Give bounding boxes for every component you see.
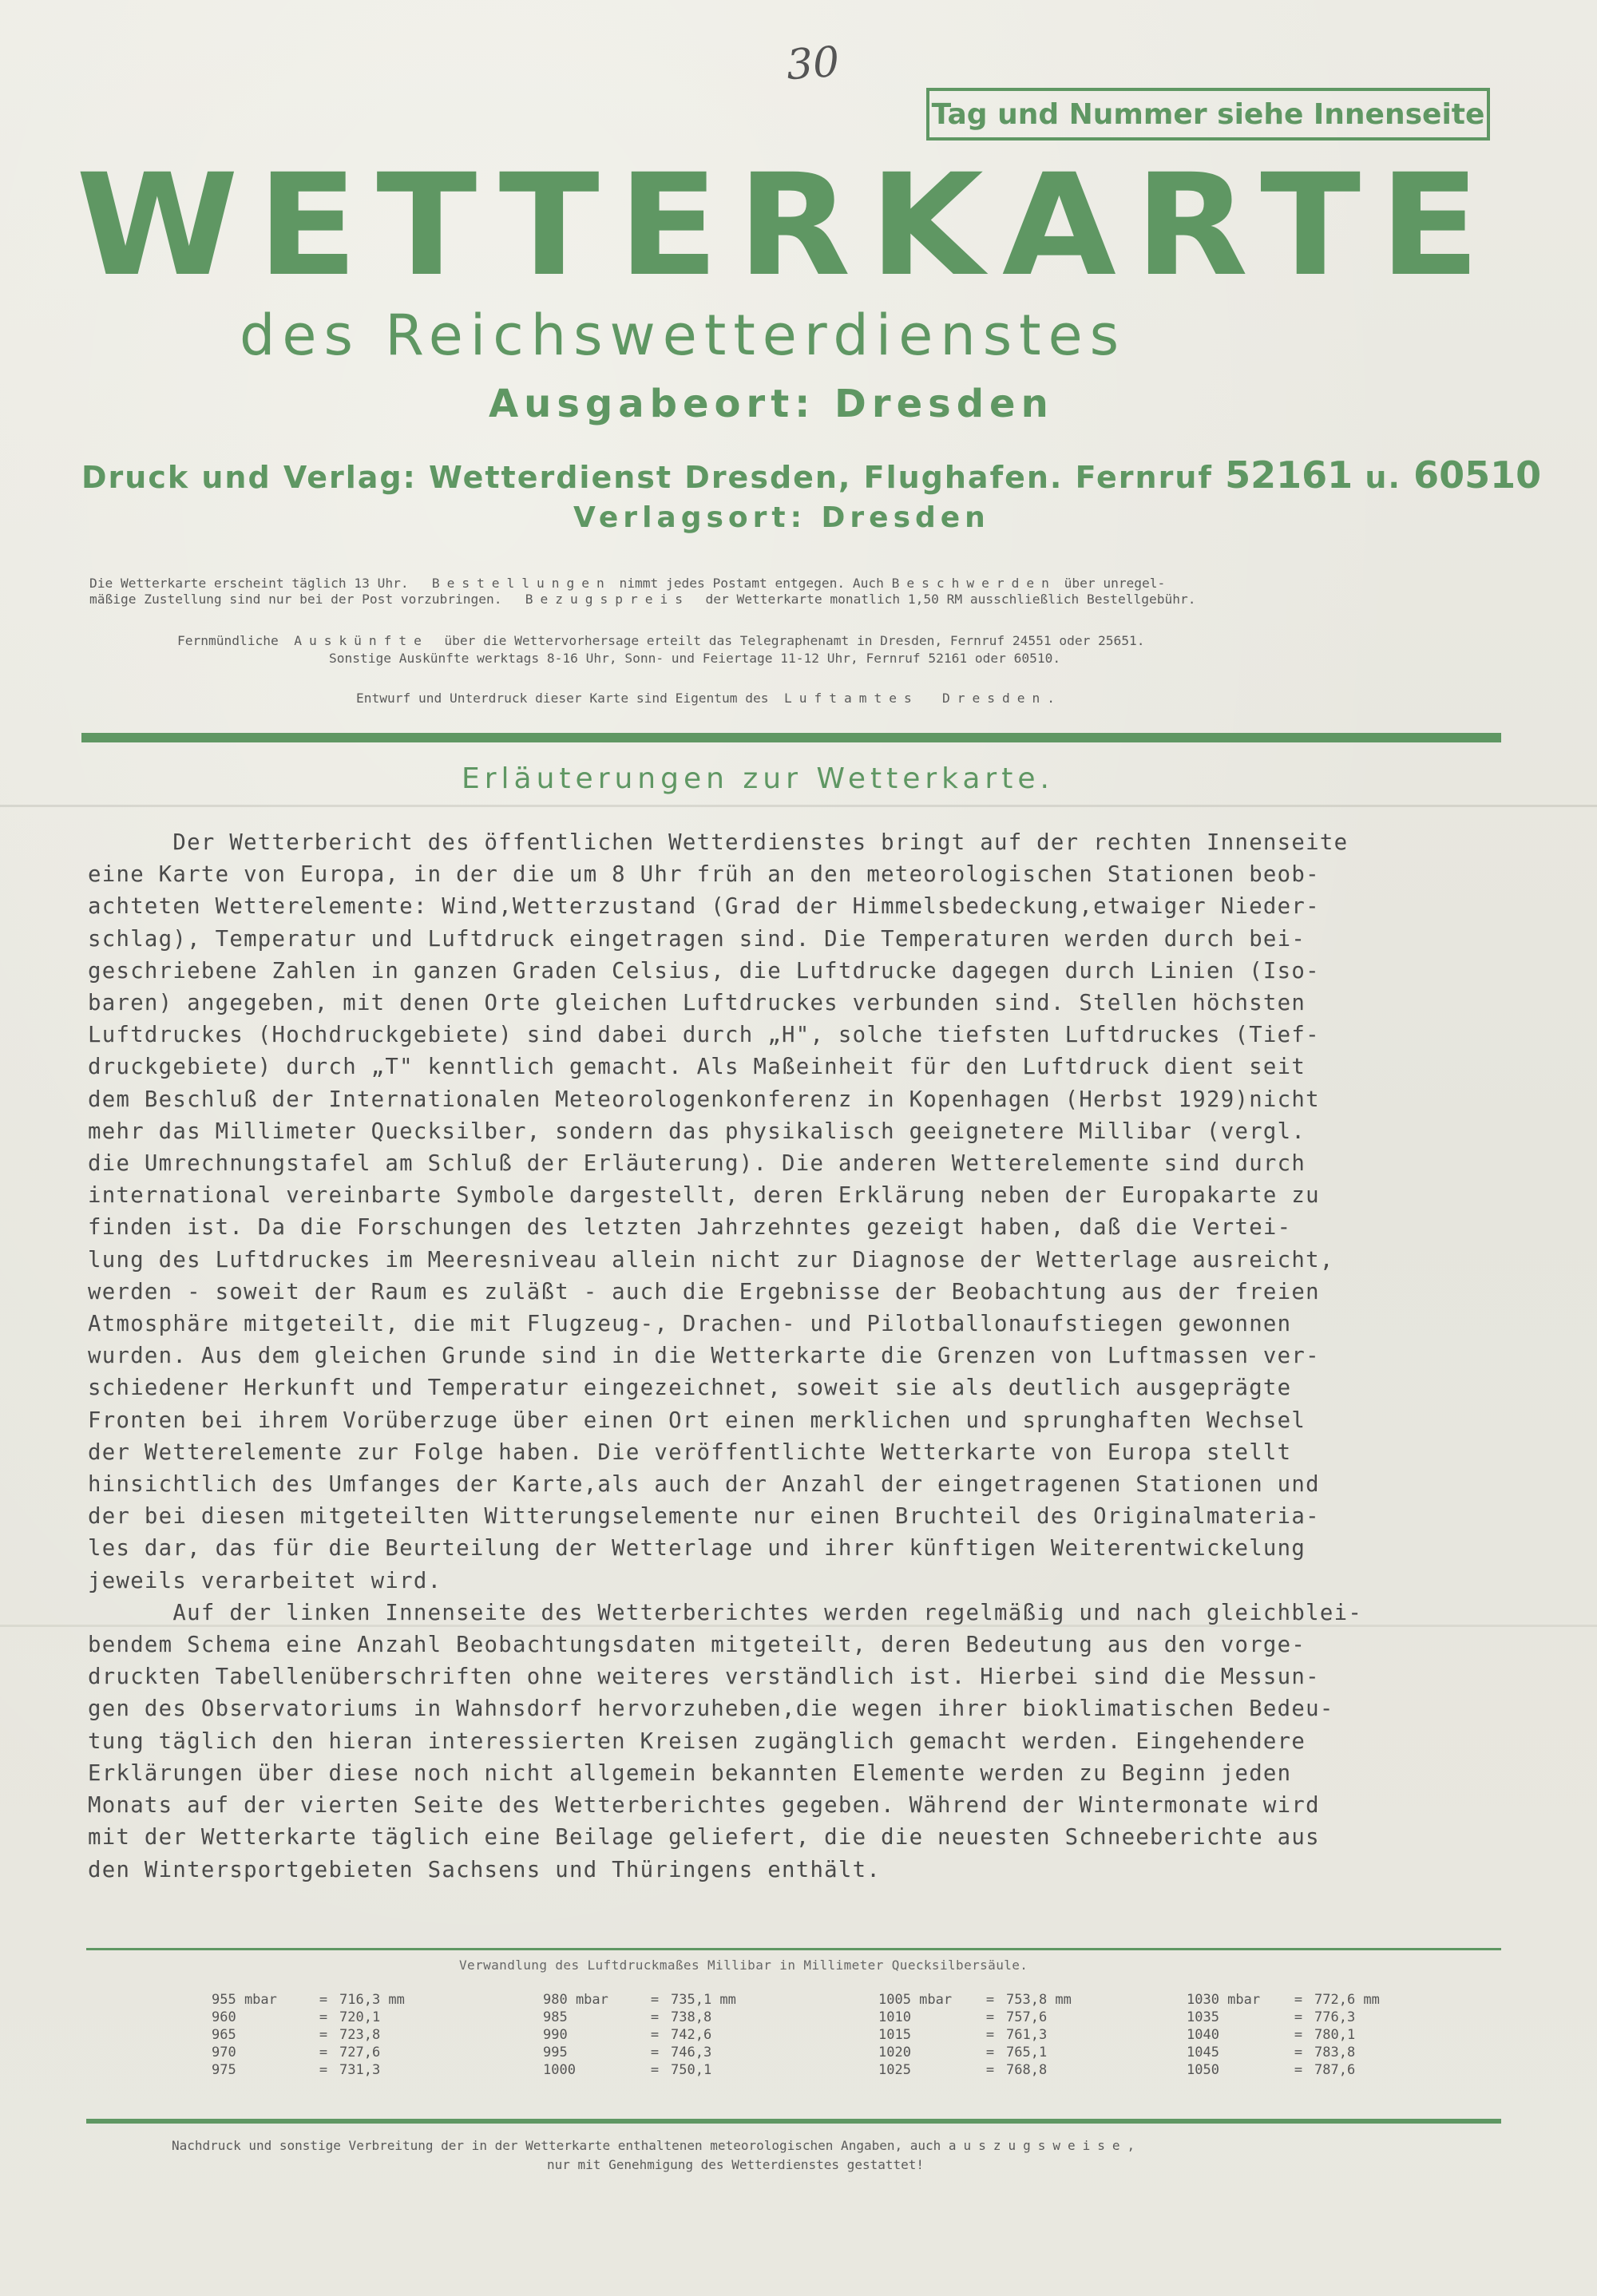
mm-value: 716,3 mm	[339, 1992, 405, 2008]
conversion-row	[212, 2061, 405, 2079]
equals-sign: =	[650, 2027, 660, 2043]
conversion-column	[1187, 1991, 1380, 2079]
phone-conjunction: u.	[1365, 460, 1401, 495]
ausgabeort: Ausgabeort: Dresden	[489, 382, 1054, 426]
mbar-value: 980 mbar	[543, 1992, 608, 2008]
conversion-row	[1187, 2061, 1380, 2079]
table-top-rule	[86, 1948, 1501, 1950]
mm-value: 768,8	[1006, 2062, 1048, 2078]
body-line: schlag), Temperatur und Luftdruck eingetragen sind. Die Temperaturen werden durch bei-	[88, 926, 1306, 952]
body-line: Luftdruckes (Hochdruckgebiete) sind dabei durch „H", solche tiefsten Luftdruckes (Tief-	[88, 1023, 1320, 1048]
verlagsort: Verlagsort: Dresden	[573, 501, 990, 534]
explanation-text	[88, 827, 1517, 1886]
body-line: finden ist. Da die Forschungen des letzten Jahrzehntes gezeigt haben, daß die Vertei-	[88, 1215, 1292, 1241]
body-line: werden - soweit der Raum es zuläßt - auch die Ergebnisse der Beobachtung aus der freien	[88, 1279, 1320, 1304]
conversion-column	[878, 1991, 1072, 2079]
body-line: bendem Schema eine Anzahl Beobachtungsdaten mitgeteilt, deren Bedeutung aus den vorge-	[88, 1633, 1306, 1658]
equals-sign: =	[650, 1992, 660, 2008]
conversion-row	[212, 1991, 405, 2009]
conversion-row	[1187, 1991, 1380, 2009]
body-line: druckten Tabellenüberschriften ohne weiteres verständlich ist. Hierbei sind die Messun-	[88, 1665, 1320, 1690]
body-line: mehr das Millimeter Quecksilber, sondern das physikalisch geeignetere Millibar (vergl.	[88, 1118, 1306, 1144]
conversion-row	[543, 2009, 736, 2026]
box-note-text: Tag und Nummer siehe Innenseite	[931, 97, 1485, 131]
body-line: eine Karte von Europa, in der die um 8 Uhr früh an den meteorologischen Stationen beob-	[88, 862, 1320, 888]
conversion-table-title: Verwandlung des Luftdruckmaßes Millibar in Millimeter Quecksilbersäule.	[459, 1958, 1028, 1973]
equals-sign: =	[985, 2027, 995, 2043]
footer-line-1-spaced: auszugsweise,	[948, 2138, 1143, 2153]
paper-fold	[0, 805, 1597, 807]
mbar-value: 1025	[878, 2062, 911, 2078]
equals-sign: =	[319, 2009, 328, 2025]
equals-sign: =	[319, 2045, 328, 2060]
publisher-line	[81, 453, 1542, 497]
mm-value: 787,6	[1314, 2062, 1356, 2078]
body-line: geschriebene Zahlen in ganzen Graden Celsius, die Luftdrucke dagegen durch Linien (Iso-	[88, 958, 1320, 984]
conversion-column	[543, 1991, 736, 2079]
body-line: baren) angegeben, mit denen Orte gleichen Luftdruckes verbunden sind. Stellen höchsten	[88, 991, 1306, 1016]
footer-rule	[86, 2119, 1501, 2124]
body-line: jeweils verarbeitet wird.	[88, 1568, 442, 1593]
body-line: gen des Observatoriums in Wahnsdorf hervorzuheben,die wegen ihrer bioklimatischen Bedeu-	[88, 1696, 1334, 1722]
body-line: druckgebiete) durch „T" kenntlich gemacht. Als Maßeinheit für den Luftdruck dient seit	[88, 1055, 1306, 1080]
body-line: lung des Luftdruckes im Meeresniveau allein nicht zur Diagnose der Wetterlage ausreicht,	[88, 1247, 1334, 1273]
info-line-3: Fernmündliche Auskünfte über die Wettervorhersage erteilt das Telegraphenamt in Dresden, Fernruf 24551 oder 25651.	[177, 633, 1145, 648]
footer-note	[172, 2136, 1142, 2175]
publisher-text: Druck und Verlag: Wetterdienst Dresden, Flughafen. Fernruf	[81, 460, 1213, 495]
equals-sign: =	[985, 2045, 995, 2060]
mbar-value: 1050	[1187, 2062, 1219, 2078]
conversion-column	[212, 1991, 405, 2079]
conversion-row	[212, 2026, 405, 2044]
subtitle: des Reichswetterdienstes	[240, 303, 1127, 368]
mbar-value: 960	[212, 2009, 236, 2025]
mm-value: 750,1	[671, 2062, 712, 2078]
conversion-row	[878, 2061, 1072, 2079]
equals-sign: =	[650, 2045, 660, 2060]
conversion-row	[878, 2044, 1072, 2061]
footer-line-2: nur mit Genehmigung des Wetterdienstes gestattet!	[547, 2157, 925, 2172]
equals-sign: =	[650, 2009, 660, 2025]
mm-value: 731,3	[339, 2062, 381, 2078]
mbar-value: 1035	[1187, 2009, 1219, 2025]
mm-value: 723,8	[339, 2027, 381, 2043]
mbar-value: 1030 mbar	[1187, 1992, 1261, 2008]
mm-value: 772,6 mm	[1314, 1992, 1380, 2008]
mbar-value: 1040	[1187, 2027, 1219, 2043]
mm-value: 765,1	[1006, 2045, 1048, 2060]
mm-value: 720,1	[339, 2009, 381, 2025]
handwritten-number: 30	[784, 38, 842, 90]
body-line: Atmosphäre mitgeteilt, die mit Flugzeug-, Drachen- und Pilotballonaufstiegen gewonnen	[88, 1312, 1292, 1337]
phone-number-2: 60510	[1413, 453, 1542, 497]
equals-sign: =	[319, 2027, 328, 2043]
mm-value: 780,1	[1314, 2027, 1356, 2043]
conversion-row	[1187, 2009, 1380, 2026]
equals-sign: =	[1294, 2062, 1303, 2078]
phone-number-1: 52161	[1225, 453, 1353, 497]
mm-value: 746,3	[671, 2045, 712, 2060]
mbar-value: 995	[543, 2045, 568, 2060]
body-line: international vereinbarte Symbole dargestellt, deren Erklärung neben der Europakarte zu	[88, 1183, 1320, 1209]
mbar-value: 1015	[878, 2027, 911, 2043]
mbar-value: 1045	[1187, 2045, 1219, 2060]
equals-sign: =	[985, 2062, 995, 2078]
mm-value: 735,1 mm	[671, 1992, 736, 2008]
body-line: tung täglich den hieran interessierten Kreisen zugänglich gemacht werden. Eingehendere	[88, 1728, 1306, 1754]
conversion-row	[543, 2061, 736, 2079]
body-line: Monats auf der vierten Seite des Wetterberichtes gegeben. Während der Wintermonate wird	[88, 1793, 1320, 1819]
equals-sign: =	[1294, 2027, 1303, 2043]
body-line: dem Beschluß der Internationalen Meteorologenkonferenz in Kopenhagen (Herbst 1929)nicht	[88, 1087, 1320, 1112]
mm-value: 742,6	[671, 2027, 712, 2043]
info-line-1: Die Wetterkarte erscheint täglich 13 Uhr. Bestellungen nimmt jedes Postamt entgegen. Auch Beschwerden über unregel-	[89, 576, 1166, 591]
mm-value: 761,3	[1006, 2027, 1048, 2043]
body-line: den Wintersportgebieten Sachsens und Thüringens enthält.	[88, 1857, 882, 1882]
body-line: der Wetterelemente zur Folge haben. Die veröffentlichte Wetterkarte von Europa stellt	[88, 1439, 1292, 1465]
equals-sign: =	[650, 2062, 660, 2078]
conversion-row	[878, 2026, 1072, 2044]
info-line-5: Entwurf und Unterdruck dieser Karte sind Eigentum des Luftamtes Dresden.	[356, 691, 1062, 706]
box-note	[926, 88, 1490, 141]
mm-value: 783,8	[1314, 2045, 1356, 2060]
info-line-4: Sonstige Auskünfte werktags 8-16 Uhr, Sonn- und Feiertage 11-12 Uhr, Fernruf 52161 oder 60510.	[329, 651, 1061, 666]
mm-value: 727,6	[339, 2045, 381, 2060]
mbar-value: 975	[212, 2062, 236, 2078]
main-title: WETTERKARTE	[76, 144, 1499, 307]
conversion-row	[1187, 2044, 1380, 2061]
section-heading: Erläuterungen zur Wetterkarte.	[462, 762, 1054, 795]
mbar-value: 970	[212, 2045, 236, 2060]
footer-line-1: Nachdruck und sonstige Verbreitung der in der Wetterkarte enthaltenen meteorologischen Angaben, auch	[172, 2138, 941, 2153]
body-line: Der Wetterbericht des öffentlichen Wetterdienstes bringt auf der rechten Innenseite	[88, 830, 1349, 855]
equals-sign: =	[1294, 2045, 1303, 2060]
mbar-value: 1000	[543, 2062, 576, 2078]
body-line: hinsichtlich des Umfanges der Karte,als auch der Anzahl der eingetragenen Stationen und	[88, 1472, 1320, 1498]
header-divider	[81, 733, 1501, 742]
equals-sign: =	[1294, 2009, 1303, 2025]
mm-value: 738,8	[671, 2009, 712, 2025]
mbar-value: 990	[543, 2027, 568, 2043]
conversion-row	[212, 2009, 405, 2026]
equals-sign: =	[319, 1992, 328, 2008]
mbar-value: 1020	[878, 2045, 911, 2060]
body-line: schiedener Herkunft und Temperatur eingezeichnet, soweit sie als deutlich ausgeprägte	[88, 1376, 1292, 1401]
equals-sign: =	[319, 2062, 328, 2078]
mm-value: 753,8 mm	[1006, 1992, 1072, 2008]
conversion-row	[543, 1991, 736, 2009]
mbar-value: 955 mbar	[212, 1992, 277, 2008]
info-line-2: mäßige Zustellung sind nur bei der Post vorzubringen. Bezugspreis der Wetterkarte monatlich 1,50 RM ausschließlich Bestellgebühr.	[89, 592, 1196, 607]
mm-value: 776,3	[1314, 2009, 1356, 2025]
mbar-value: 985	[543, 2009, 568, 2025]
equals-sign: =	[1294, 1992, 1303, 2008]
mbar-value: 1010	[878, 2009, 911, 2025]
body-line: Erklärungen über diese noch nicht allgemein bekannten Elemente werden zu Beginn jeden	[88, 1760, 1292, 1786]
conversion-row	[878, 1991, 1072, 2009]
body-line: les dar, das für die Beurteilung der Wetterlage und ihrer künftigen Weiterentwickelung	[88, 1536, 1306, 1562]
mm-value: 757,6	[1006, 2009, 1048, 2025]
equals-sign: =	[985, 2009, 995, 2025]
equals-sign: =	[985, 1992, 995, 2008]
mbar-value: 1005 mbar	[878, 1992, 953, 2008]
body-line: mit der Wetterkarte täglich eine Beilage geliefert, die die neuesten Schneeberichte aus	[88, 1825, 1320, 1851]
body-line: wurden. Aus dem gleichen Grunde sind in die Wetterkarte die Grenzen von Luftmassen ver-	[88, 1344, 1320, 1369]
conversion-row	[543, 2044, 736, 2061]
conversion-row	[212, 2044, 405, 2061]
conversion-row	[878, 2009, 1072, 2026]
body-line: achteten Wetterelemente: Wind,Wetterzustand (Grad der Himmelsbedeckung,etwaiger Nieder-	[88, 894, 1320, 920]
body-line: der bei diesen mitgeteilten Witterungselemente nur einen Bruchteil des Originalmateria-	[88, 1504, 1320, 1530]
body-line: Auf der linken Innenseite des Wetterberichtes werden regelmäßig und nach gleichblei-	[88, 1600, 1363, 1625]
conversion-row	[543, 2026, 736, 2044]
body-line: Fronten bei ihrem Vorüberzuge über einen Ort einen merklichen und sprunghaften Wechsel	[88, 1407, 1306, 1433]
mbar-value: 965	[212, 2027, 236, 2043]
conversion-row	[1187, 2026, 1380, 2044]
body-line: die Umrechnungstafel am Schluß der Erläuterung). Die anderen Wetterelemente sind durch	[88, 1151, 1306, 1177]
